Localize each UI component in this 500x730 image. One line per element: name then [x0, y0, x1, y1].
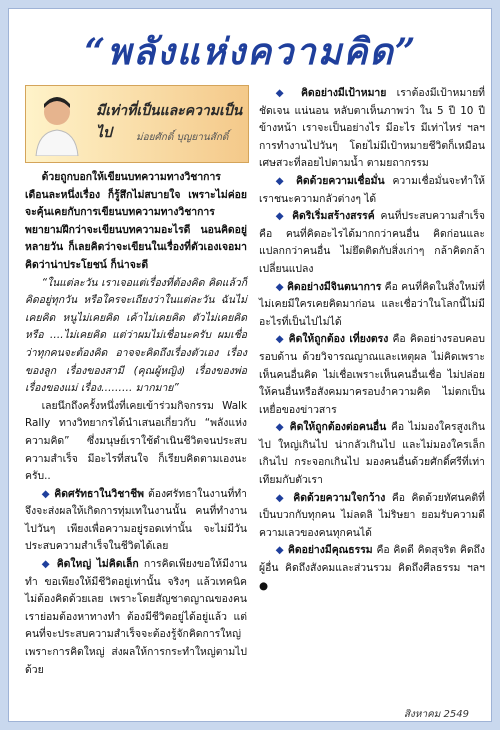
- section-heading: คิดอย่างมีจินตนาการ: [286, 280, 382, 293]
- intro-quote: “ในแต่ละวัน เราเจอแต่เรื่องที่ต้องคิด คิดแล้วก็คิดอยู่ทุกวัน หรือใครจะเถียงว่าในแต่ละวัน ฉันไม่เคยคิด หนูไม่เคยคิด เค้าไม่เคยคิด ตัวไม่เคยคิด หรือ ….ไม่เคยคิด แต่ว่าผมไม่เชื่อนะครับ ผมเชื่อว่าทุกคนจะต้องคิด อาจจะคิดถึงเรื่องตัวเอง เรื่องของลูก เรื่องของสามี (คุณผู้หญิง) เรื่องของพ่อ เรื่องของแม่ เรื่อง……… มากมาย”: [25, 276, 247, 395]
- section-heading: คิดให้ถูกต้องต่อคนอื่น: [289, 421, 387, 434]
- column-name: มีเท่าที่เป็นและความเป็นไป: [96, 103, 243, 141]
- section-heading: คิดศรัทธาในวิชาชีพ: [54, 487, 144, 500]
- section-item: ◆ คิดอย่างมีคุณธรรม คือ คิดดี คิดสุจริต คิดถึงผู้อื่น คิดถึงสังคมและส่วนรวม คิดถึงศีลธรรม ฯลฯ ●: [259, 544, 485, 592]
- section-body: คือ คิดดี คิดสุจริต คิดถึงผู้อื่น คิดถึงสังคมและส่วนรวม คิดถึงศีลธรรม ฯลฯ ●: [259, 544, 485, 592]
- article-title: “พลังแห่งความคิด”: [84, 31, 418, 73]
- section-heading: คิดด้วยความเชื่อมั่น: [295, 174, 385, 187]
- section-body: ต้องศรัทธาในงานที่ทำ จึงจะส่งผลให้เกิดการทุ่มเทในงานนั้น คนที่ทำงานไปวันๆ เพียงเพื่อความอยู่รอดเท่านั้น จะไม่มีวันประสบความสำเร็จในชีวิตได้เลย: [25, 487, 247, 553]
- intro-lead: ด้วยถูกบอกให้เขียนบทความทางวิชาการ เดือนละหนึ่งเรื่อง ก็รู้สึกไม่สบายใจ เพราะไม่ค่อยจะคุ้นเคยกับการเขียนบทความทางวิชาการ พยายามฝึกว่าจะเขียนบทความอะไรดี นอนคิดอยู่หลายวัน ก็เลยคิดว่าจะเขียนในเรื่องที่ตัวเองเจอมา คิดว่าน่าประโยชน์ ก็น่าจะดี: [25, 171, 247, 271]
- intro-walk-rally: เลยนึกถึงครั้งหนึ่งที่เคยเข้าร่วมกิจกรรม Walk Rally ทางวิทยากรได้นำเสนอเกี่ยวกับ “พลังแห่งความคิด” ซึ่งมนุษย์เราใช้ดำเนินชีวิตจนประสบความสำเร็จ มีอะไรที่สนใจ ก็เรียบคิดตามเองนะครับ..: [25, 399, 247, 483]
- section-heading: คิดใหญ่ ไม่คิดเล็ก: [56, 558, 139, 571]
- section-heading: คิดริเริ่มสร้างสรรค์: [292, 210, 375, 223]
- section-item: ◆ คิดอย่างมีจินตนาการ คือ คนที่คิดในสิ่งใหม่ที่ไม่เคยมีใครเคยคิดมาก่อน และเชื่อว่าในโลกนี้ไม่มีอะไรที่เป็นไปไม่ได้: [259, 280, 486, 328]
- section-body: คือ ไม่มองใครสูงเกินไป ใหญ่เกินไป น่ากลัวเกินไป และไม่มองใครเล็กเกินไป กระจอกเกินไป มองคนอื่นด้วยศักดิ์ศรีที่เท่าเทียมกับตัวเรา: [259, 421, 485, 487]
- section-body: ความเชื่อมั่นจะทำให้เราชนะความกลัวต่างๆ ได้: [259, 174, 486, 205]
- section-body: คือ คิดด้วยทัศนคติที่เป็นบวกกับทุกคน ไม่ลดลิ ไม่ริษยา ยอมรับความดีความเลวของคนทุกคนได้: [259, 491, 485, 539]
- section-heading: คิดด้วยความใจกว้าง: [293, 491, 386, 504]
- section-item: ◆ คิดศรัทธาในวิชาชีพ ต้องศรัทธาในงานที่ทำ จึงจะส่งผลให้เกิดการทุ่มเทในงานนั้น คนที่ทำงานไปวันๆ เพียงเพื่อความอยู่รอดเท่านั้น จะไม่มีวันประสบความสำเร็จในชีวิตได้เลย: [25, 487, 247, 553]
- section-item: ◆ คิดให้ถูกต้อง เที่ยงตรง คือ คิดอย่างรอบคอบ รอบด้าน ด้วยวิจารณญาณและเหตุผล ไม่คิดเพราะเห็นคนอื่นคิด ไม่เชื่อเพราะเห็นคนอื่นเชื่อ ไม่ปล่อยให้คนอื่นหรือสังคมมาครอบงำความคิด ไม่ตกเป็นเหยื่อของข่าวสาร: [259, 333, 485, 416]
- section-item: ◆ คิดใหญ่ ไม่คิดเล็ก การคิดเพียงขอให้มีงานทำ ขอเพียงให้มีชีวิตอยู่เท่านั้น จริงๆ แล้วเทคนิคไม่ต้องคิดด้วยเลย เพราะโดยสัญชาตญาณของคนเราย่อมต้องหาทางทำ ต้องมีชีวิตอยู่ได้อยู่แล้ว แต่คนที่จะประสบความสำเร็จจะต้องรู้จักคิดการใหญ่ เพราะการคิดใหญ่ ส่งผลให้การกระทำใหญ่ตามไปด้วย: [25, 558, 248, 676]
- author-photo: [34, 92, 80, 156]
- section-body: การคิดเพียงขอให้มีงานทำ ขอเพียงให้มีชีวิตอยู่เท่านั้น จริงๆ แล้วเทคนิคไม่ต้องคิดด้วยเลย เพราะโดยสัญชาตญาณของคนเราย่อมต้องหาทางทำ ต้องมีชีวิตอยู่ได้อยู่แล้ว แต่คนที่จะประสบความสำเร็จจะต้องรู้จักคิดการใหญ่ เพราะการคิดใหญ่ ส่งผลให้การกระทำใหญ่ตามไปด้วย: [25, 558, 248, 676]
- section-item: ◆ คิดด้วยความเชื่อมั่น ความเชื่อมั่นจะทำให้เราชนะความกลัวต่างๆ ได้: [259, 174, 486, 205]
- publication-date: สิงหาคม 2549: [403, 709, 469, 720]
- section-item: ◆ คิดให้ถูกต้องต่อคนอื่น คือ ไม่มองใครสูงเกินไป ใหญ่เกินไป น่ากลัวเกินไป และไม่มองใครเล็กเกินไป กระจอกเกินไป มองคนอื่นด้วยศักดิ์ศรีที่เท่าเทียมกับตัวเรา: [259, 421, 485, 487]
- section-body: คือ คิดอย่างรอบคอบ รอบด้าน ด้วยวิจารณญาณและเหตุผล ไม่คิดเพราะเห็นคนอื่นคิด ไม่เชื่อเพราะเห็นคนอื่นเชื่อ ไม่ปล่อยให้คนอื่นหรือสังคมมาครอบงำความคิด ไม่ตกเป็นเหยื่อของข่าวสาร: [259, 333, 485, 416]
- section-item: ◆ คิดริเริ่มสร้างสรรค์ คนที่ประสบความสำเร็จ คือ คนที่คิดอะไรได้มากกว่าคนอื่น คิดก่อนและแปลกกว่าคนอื่น ไม่ยึดติดกับสิ่งเก่าๆ กล้าคิดกล้าเปลี่ยนแปลง: [259, 210, 485, 275]
- author-name: ม่อยศักดิ์ บุญยานสักดิ์: [136, 132, 229, 143]
- right-column: [259, 85, 485, 595]
- section-body: คือ คนที่คิดในสิ่งใหม่ที่ไม่เคยมีใครเคยคิดมาก่อน และเชื่อว่าในโลกนี้ไม่มีอะไรที่เป็นไปไม่ได้: [259, 280, 486, 328]
- section-heading: คิดอย่างมีเป้าหมาย: [300, 87, 387, 99]
- left-column: [25, 169, 247, 679]
- section-item: ◆ คิดด้วยความใจกว้าง คือ คิดด้วยทัศนคติที่เป็นบวกกับทุกคน ไม่ลดลิ ไม่ริษยา ยอมรับความดีความเลวของคนทุกคนได้: [259, 491, 485, 539]
- section-heading: คิดอย่างมีคุณธรรม: [287, 544, 373, 557]
- section-body: เราต้องมีเป้าหมายที่ชัดเจน แน่นอน หลับตาเห็นภาพว่า ใน 5 ปี 10 ปีข้างหน้า เราจะเป็นอย่างไร มีอะไร มีเท่าไหร่ ฯลฯ การทำงานไปวันๆ โดยไม่มีเป้าหมายชีวิตก็เหมือนเศษสวะที่ลอยไปตามน้ำ ตามยถากรรม: [259, 87, 486, 170]
- section-body: คนที่ประสบความสำเร็จ คือ คนที่คิดอะไรได้มากกว่าคนอื่น คิดก่อนและแปลกกว่าคนอื่น ไม่ยึดติดกับสิ่งเก่าๆ กล้าคิดกล้าเปลี่ยนแปลง: [259, 210, 485, 275]
- column-banner: [25, 85, 249, 163]
- section-item: ◆ คิดอย่างมีเป้าหมาย เราต้องมีเป้าหมายที่ชัดเจน แน่นอน หลับตาเห็นภาพว่า ใน 5 ปี 10 ปีข้างหน้า เราจะเป็นอย่างไร มีอะไร มีเท่าไหร่ ฯลฯ การทำงานไปวันๆ โดยไม่มีเป้าหมายชีวิตก็เหมือนเศษสวะที่ลอยไปตามน้ำ ตามยถากรรม: [259, 87, 486, 170]
- article-page: [8, 8, 492, 722]
- section-heading: คิดให้ถูกต้อง เที่ยงตรง: [288, 333, 389, 346]
